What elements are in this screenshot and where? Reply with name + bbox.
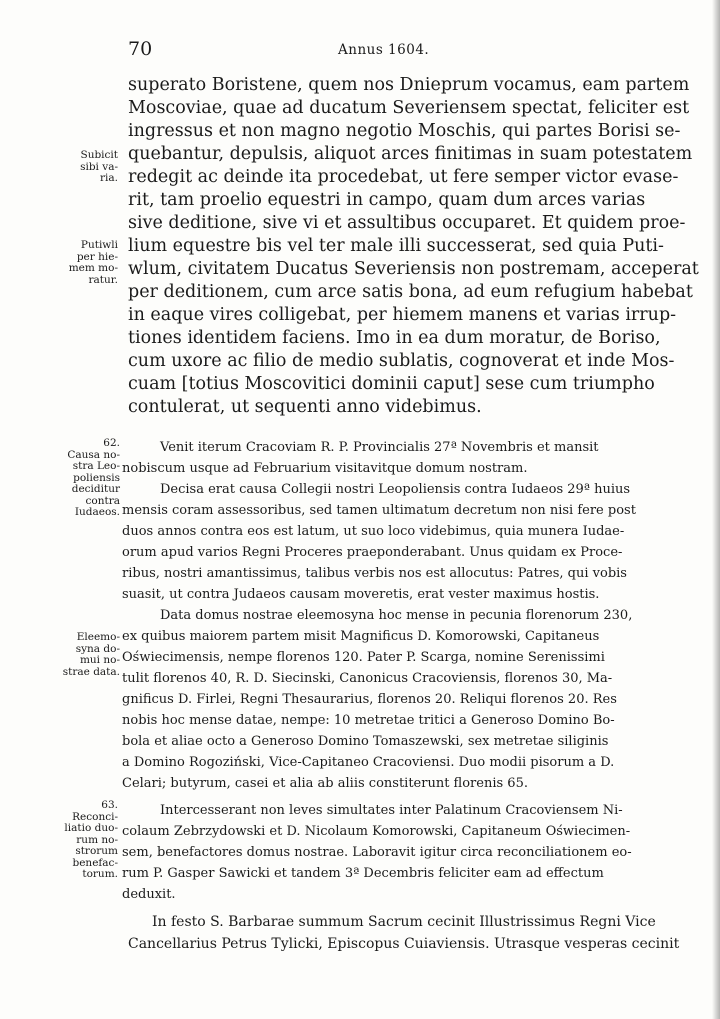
text-line: Decisa erat causa Collegii nostri Leopoliensis contra Iudaeos 29ª huius: [160, 482, 631, 497]
text-line: sem, benefactores domus nostrae. Laboravit igitur circa reconciliationem eo-: [122, 845, 632, 860]
side-note-line: ria.: [100, 172, 118, 184]
text-line: orum apud varios Regni Proceres praeponderabant. Unus quidam ex Proce-: [122, 545, 623, 560]
side-note-line: stra Leo-: [72, 460, 120, 472]
side-note-line: Iudaeos.: [74, 506, 120, 518]
side-note-line: mem mo-: [68, 262, 118, 274]
side-note-line: Putiwli: [80, 239, 118, 251]
text-line: rit, tam proelio equestri in campo, quam dum arces varias: [128, 190, 646, 210]
side-note: [44, 240, 118, 286]
text-line: suasit, ut contra Judaeos causam moveretis, erat vester maximus hostis.: [122, 587, 600, 602]
text-line: per deditionem, cum arce satis bona, ad eum refugium habebat: [128, 282, 693, 302]
text-line: gnificus D. Firlei, Regni Thesaurarius, florenos 20. Reliqui florenos 20. Res: [122, 692, 617, 707]
text-line: ingressus et non magno negotio Moschis, qui partes Borisi se-: [128, 121, 681, 141]
side-note-line: Causa no-: [67, 448, 120, 461]
side-note-line: poliensis: [73, 471, 120, 484]
text-line: tiones identidem faciens. Imo in ea dum moratur, de Boriso,: [128, 328, 661, 348]
text-line: wlum, civitatem Ducatus Severiensis non postremam, acceperat: [128, 259, 699, 279]
text-line: in eaque vires colligebat, per hiemem manens et varias irrup-: [128, 305, 677, 325]
text-line: Venit iterum Cracoviam R. P. Provincialis 27ª Novembris et mansit: [160, 440, 599, 455]
side-note: [44, 438, 120, 519]
text-line: deduxit.: [122, 887, 176, 902]
text-line: In festo S. Barbarae summum Sacrum cecinit Illustrissimus Regni Vice: [152, 914, 656, 930]
page-edge-shadow: [712, 0, 720, 1019]
text-line: cum uxore ac filio de medio sublatis, cognoverat et inde Mos-: [128, 351, 675, 371]
text-line: colaum Zebrzydowski et D. Nicolaum Komorowski, Capitaneum Oświecimen-: [122, 824, 631, 839]
text-line: Cancellarius Petrus Tylicki, Episcopus Cuiaviensis. Utrasque vesperas cecinit: [128, 936, 680, 952]
side-note: [40, 632, 120, 678]
side-note-line: liatio duo-: [64, 822, 118, 834]
page-header: [128, 38, 648, 60]
text-line: Moscoviae, quae ad ducatum Severiensem spectat, feliciter est: [128, 98, 690, 118]
side-note-line: syna do-: [75, 642, 120, 655]
side-note: [40, 800, 118, 881]
text-line: quebantur, depulsis, aliquot arces finitimas in suam potestatem: [128, 144, 693, 164]
text-line: superato Boristene, quem nos Dnieprum vocamus, eam partem: [128, 75, 690, 95]
running-head: Annus 1604.: [338, 42, 430, 58]
text-line: nobiscum usque ad Februarium visitavitque domum nostram.: [122, 461, 528, 476]
side-note-line: sibi va-: [80, 160, 118, 173]
text-line: contulerat, ut sequenti anno videbimus.: [128, 397, 482, 417]
text-line: bola et aliae octo a Generoso Domino Tomaszewski, sex metretae siliginis: [122, 734, 609, 749]
side-note-line: Reconci-: [72, 810, 118, 823]
side-note-line: 62.: [103, 437, 120, 449]
text-line: lium equestre bis vel ter male illi successerat, sed quia Puti-: [128, 236, 664, 256]
text-line: Oświecimensis, nempe florenos 120. Pater P. Scarga, nomine Serenissimi: [122, 650, 605, 665]
side-note-line: strae data.: [62, 665, 120, 678]
text-line: nobis hoc mense datae, nempe: 10 metretae tritici a Generoso Domino Bo-: [122, 713, 615, 728]
text-line: ex quibus maiorem partem misit Magnificus D. Komorowski, Capitaneus: [122, 629, 600, 644]
text-line: ribus, nostri amantissimus, talibus verbis nos est allocutus: Patres, qui vobis: [122, 566, 627, 581]
page-number: 70: [128, 38, 153, 60]
text-line: a Domino Rogoziński, Vice-Capitaneo Cracoviensi. Duo modii pisorum a D.: [122, 755, 615, 770]
side-note-line: Subicit: [80, 149, 118, 161]
text-line: Intercesserant non leves simultates inter Palatinum Cracoviensem Ni-: [160, 803, 623, 818]
text-line: cuam [totius Moscovitici dominii caput] sese cum triumpho: [128, 374, 655, 394]
side-note-line: torum.: [82, 868, 118, 880]
text-line: duos annos contra eos est latum, ut suo loco videbimus, quia munera Iudae-: [122, 524, 625, 539]
side-note-line: contra: [85, 494, 120, 507]
side-note-line: strorum: [75, 845, 118, 857]
side-note-line: 63.: [101, 799, 118, 811]
side-note-line: ratur.: [88, 273, 118, 286]
text-line: mensis coram assessoribus, sed tamen ultimatum decretum non nisi fere post: [122, 503, 636, 518]
text-line: Data domus nostrae eleemosyna hoc mense in pecunia florenorum 230,: [160, 608, 633, 623]
text-line: Celari; butyrum, casei et alia ab aliis constiterunt florenis 65.: [122, 776, 528, 791]
side-note: [58, 150, 118, 185]
text-line: rum P. Gasper Sawicki et tandem 3ª Decembris feliciter eam ad effectum: [122, 866, 604, 881]
side-note-line: Eleemo-: [76, 631, 120, 643]
text-line: sive deditione, sive vi et assultibus occuparet. Et quidem proe-: [128, 213, 686, 233]
side-note-line: mui no-: [79, 654, 120, 666]
text-line: tulit florenos 40, R. D. Siecinski, Canonicus Cracoviensis, florenos 30, Ma-: [122, 671, 613, 686]
side-note-line: benefac-: [72, 856, 118, 869]
side-note-line: rum no-: [76, 833, 118, 846]
side-note-line: per hie-: [76, 250, 118, 263]
side-note-line: deciditur: [71, 483, 120, 495]
text-line: redegit ac deinde ita procedebat, ut fere semper victor evase-: [128, 167, 679, 187]
